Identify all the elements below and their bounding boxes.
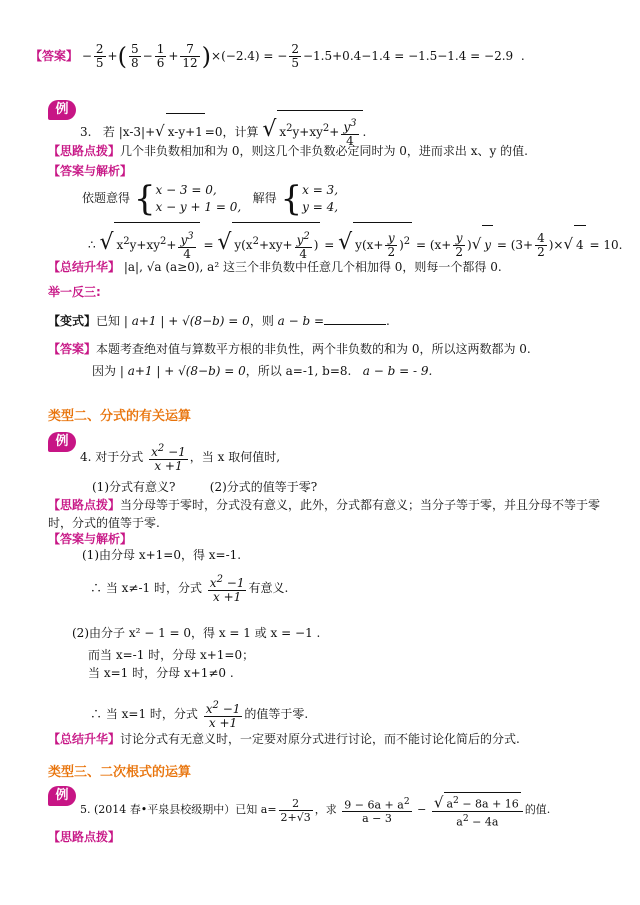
q4-step1: (1)由分母 x+1=0，得 x=-1. — [82, 548, 242, 562]
example-badge: 例 — [48, 786, 76, 806]
q5-think — [48, 828, 120, 846]
q3-step1-lead: 依题意得 — [82, 191, 131, 205]
variation-label: 【变式】 — [48, 314, 97, 328]
because-result2: a − b = - 9. — [362, 364, 433, 378]
q4-lead: 对于分式 — [95, 450, 144, 464]
q3-system: 依题意得 {x − 3 = 0, x − y + 1 = 0, 解得 {x = 3, y = 4, — [82, 178, 339, 219]
answer-analysis-label: 【答案与解析】 — [48, 164, 133, 178]
practice-heading: 举一反三: — [48, 285, 101, 299]
q3-eq2: x − y + 1 = 0, — [155, 199, 242, 214]
summary-label: 【总结升华】 — [48, 260, 121, 274]
think-label: 【思路点拨】 — [48, 498, 121, 512]
q3-given: |x-3|+√ x-y+1 =0 — [119, 125, 223, 139]
think-label: 【思路点拨】 — [48, 830, 121, 844]
q4-step2: (2)由分子 x² − 1 = 0，得 x = 1 或 x = −1 . — [72, 626, 321, 640]
q2-answer-expr: − $\frac{2}{5}$ +( $\frac{5}{8}$ − $\frac{1}{6}$ + $\frac{7}{12}$ )×(−2.4) = − $\frac{2}{5}$ −1.5+0.4−1.4 = −1.5−1.4 = −2.9 . — [81, 42, 525, 71]
q4-step5-lead: ∴ 当 x=1 时，分式 — [90, 707, 198, 721]
q3-eq1: x − 3 = 0, — [155, 182, 217, 197]
because-text: 因为 — [92, 364, 117, 378]
q5-text: (2014 春•平泉县校级期中）已知 a= — [94, 803, 277, 817]
q4-sub2: (2)分式的值等于零? — [209, 480, 318, 494]
q4-think — [48, 496, 618, 532]
question-number: 3. — [80, 125, 92, 139]
q3-end: . — [362, 125, 367, 139]
q2-answer-line — [30, 36, 525, 76]
q3-sol2: y = 4, — [302, 199, 339, 214]
variation-end: . — [386, 314, 390, 328]
answer-blank — [324, 312, 386, 325]
q4-sub1: (1)分式有意义? — [92, 480, 176, 494]
variation-text: 已知 — [96, 314, 121, 328]
q3-solve: 解得 — [252, 191, 277, 205]
variation-ask: a − b = — [277, 314, 325, 328]
example-badge: 例 — [48, 432, 76, 452]
question-number: 4. — [80, 450, 92, 464]
q4-step5-tail: 的值等于零. — [244, 707, 309, 721]
summary-label: 【总结升华】 — [48, 732, 121, 746]
q4-step3: 而当 x=-1 时，分母 x+1=0； — [88, 648, 255, 662]
q4-think-text: 当分母等于零时，分式没有意义，此外，分式都有意义；当分子等于零，并且分母不等于零时，分式的值等于零. — [48, 498, 601, 530]
q3-think — [48, 142, 528, 160]
q3-sol1: x = 3, — [302, 182, 339, 197]
q4-summary-text: 讨论分式有无意义时，一定要对原分式进行讨论，而不能讨论化简后的分式. — [120, 732, 520, 746]
variation-answer-text: 本题考查绝对值与算数平方根的非负性，两个非负数的和为 0，所以这两数都为 0. — [96, 342, 531, 356]
variation-answer — [48, 340, 531, 358]
q4-step1b-tail: 有意义. — [248, 581, 289, 595]
variation-expr: | a+1 | + √(8−b) = 0 — [123, 314, 250, 328]
q5-end: 的值. — [524, 803, 551, 817]
answer-label: 【答案】 — [48, 342, 97, 356]
q4-summary — [48, 730, 520, 748]
because-result: ，所以 a=-1, b=8. — [245, 364, 352, 378]
variation-because — [92, 362, 432, 380]
q4-question: 4. 对于分式 $\frac{x^2 -1}{x +1}$ ，当 x 取何值时, — [80, 443, 281, 473]
q3-lead: 若 — [102, 125, 115, 139]
q3-summary — [48, 258, 502, 276]
q5-question: 5. (2014 春•平泉县校级期中）已知 a= $\frac{2}{2+√3}$ ，求 $\frac{9 - 6a + a^2}{a - 3}$ − $\frac{√ a^2 - 8a + 16}{a^2 - 4a}$ 的值. — [80, 793, 551, 829]
example-badge: 例 — [48, 100, 76, 120]
answer-analysis-label: 【答案与解析】 — [48, 532, 133, 546]
q3-think-text: 几个非负数相加和为 0，则这几个非负数必定同时为 0，进而求出 x、y 的值. — [120, 144, 528, 158]
because-expr: | a+1 | + √(8−b) = 0 — [119, 364, 246, 378]
q3-question — [80, 110, 367, 148]
q5-mid: ，求 — [314, 803, 337, 817]
q4-step1b: ∴ 当 x≠-1 时，分式 $\frac{x^2 -1}{x +1}$ 有意义. — [90, 574, 289, 604]
q4-subquestions — [92, 478, 317, 496]
q3-summary-text: |a|, √a (a≥0), a² 这三个非负数中任意几个相加得 0，则每一个都得 0. — [123, 260, 502, 274]
variation-text-after: ，则 — [249, 314, 274, 328]
q4-step1b-lead: ∴ 当 x≠-1 时，分式 — [90, 581, 202, 595]
q4-tail: ，当 x 取何值时, — [189, 450, 281, 464]
section3-heading: 类型三、二次根式的运算 — [48, 765, 192, 780]
q3-target: √ $x^2y+xy^2+$ $\frac{y^3}{4}$ — [262, 125, 362, 139]
q3-mid: ，计算 — [222, 125, 259, 139]
variation-line — [48, 312, 390, 330]
think-label: 【思路点拨】 — [48, 144, 121, 158]
question-number: 5. — [80, 803, 91, 817]
q3-calc: ∴ √ $x^2y+xy^2+$ $\frac{y^3}{4}$ = √ $y(x^2+xy+$ $\frac{y^2}{4}$ ) = √ y(x+ $\frac{y}{2}$ )$^2$ = (x+ $\frac{y}{2}$ )√ y = (3+ $\frac{4}{2}$ )×√ 4 = 10. — [88, 222, 622, 258]
q4-step5: ∴ 当 x=1 时，分式 $\frac{x^2 -1}{x +1}$ 的值等于零. — [90, 700, 309, 730]
section2-heading: 类型二、分式的有关运算 — [48, 409, 192, 424]
answer-label: 【答案】 — [30, 49, 79, 63]
q4-step4: 当 x=1 时，分母 x+1≠0 . — [88, 666, 234, 680]
